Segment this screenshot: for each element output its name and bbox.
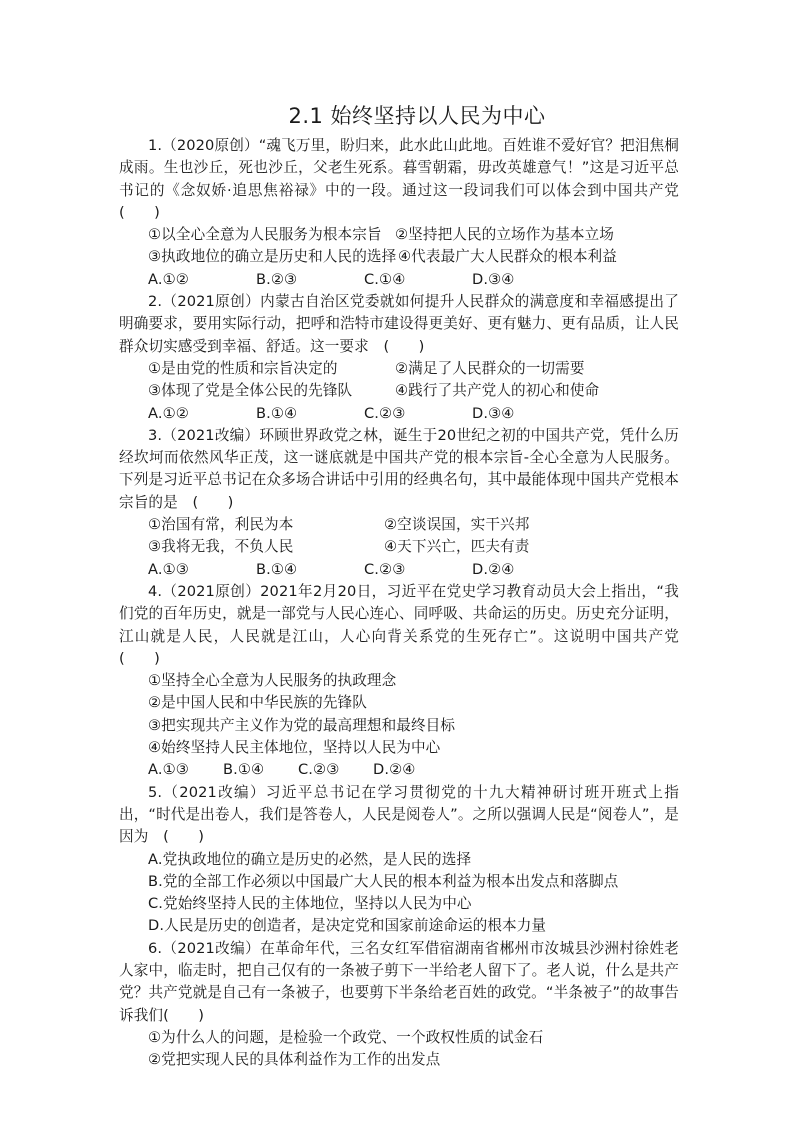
answer-row bbox=[119, 269, 679, 291]
option-row bbox=[119, 358, 679, 380]
option-line: ②党把实现人民的具体利益作为工作的出发点 bbox=[148, 1051, 441, 1069]
option-item: ②坚持把人民的立场作为基本立场 bbox=[395, 226, 614, 244]
question-6 bbox=[119, 938, 679, 1072]
answer-choice: B.①④ bbox=[256, 404, 298, 422]
option-row bbox=[119, 380, 679, 402]
answer-choice: A.①② bbox=[148, 270, 189, 288]
option-line: C.党始终坚持人民的主体地位，坚持以人民为中心 bbox=[148, 895, 472, 913]
page-title: 2.1 始终坚持以人民为中心 bbox=[288, 104, 546, 128]
answer-choice: D.②④ bbox=[472, 560, 515, 578]
answer-choice: B.①④ bbox=[223, 761, 265, 779]
question-stem: 5.（2021改编）习近平总书记在学习贯彻党的十九大精神研讨班开班式上指出，“时代是出卷人，我们是答卷人，人民是阅卷人”。之所以强调人民是“阅卷人”，是因为 ( ) bbox=[119, 783, 679, 846]
answer-choice: C.②③ bbox=[298, 761, 340, 779]
option-item: ④践行了共产党人的初心和使命 bbox=[395, 382, 600, 400]
answer-choice: A.①② bbox=[148, 404, 189, 422]
answer-choice: B.①④ bbox=[256, 560, 298, 578]
option-line: ②是中国人民和中华民族的先锋队 bbox=[148, 694, 367, 712]
question-2 bbox=[119, 291, 679, 425]
option-line: A.党执政地位的确立是历史的必然，是人民的选择 bbox=[148, 850, 472, 868]
option-item: ①以全心全意为人民服务为根本宗旨 bbox=[148, 226, 382, 244]
option-row bbox=[119, 246, 679, 268]
option-item: ④代表最广大人民群众的根本利益 bbox=[398, 248, 617, 266]
answer-choice: B.②③ bbox=[256, 270, 298, 288]
question-stem: 6.（2021改编）在革命年代，三名女红军借宿湖南省郴州市汝城县沙洲村徐姓老人家中，临走时，把自己仅有的一条被子剪下一半给老人留下了。老人说，什么是共产党？共产党就是自己有一条被子，也要剪下半条给老百姓的政党。“半条被子”的故事告诉我们( ) bbox=[119, 939, 679, 1024]
question-stem: 3.（2021改编）环顾世界政党之林，诞生于20世纪之初的中国共产党，凭什么历经坎坷而依然风华正茂，这一谜底就是中国共产党的根本宗旨-全心全意为人民服务。下列是习近平总书记在众多场合讲话中引用的经典名句，其中最能体现中国共产党根本宗旨的是 ( ) bbox=[119, 426, 679, 511]
answer-choice: C.①④ bbox=[364, 270, 406, 288]
option-row bbox=[119, 224, 679, 246]
question-1 bbox=[119, 135, 694, 291]
option-item: ②满足了人民群众的一切需要 bbox=[395, 359, 585, 377]
answer-choice: C.②③ bbox=[364, 560, 406, 578]
option-line: ①坚持全心全意为人民服务的执政理念 bbox=[148, 672, 397, 690]
question-stem: 4.（2021原创）2021年2月20日，习近平在党史学习教育动员大会上指出，“我们党的百年历史，就是一部党与人民心连心、同呼吸、共命运的历史。历史充分证明，江山就是人民，人民就是江山，人心向背关系党的生死存亡”。这说明中国共产党 ( ) bbox=[119, 582, 694, 667]
option-line: ③把实现共产主义作为党的最高理想和最终目标 bbox=[148, 716, 456, 734]
question-list bbox=[119, 135, 694, 1071]
question-stem: 2.（2021原创）内蒙古自治区党委就如何提升人民群众的满意度和幸福感提出了明确要求，要用实际行动，把呼和浩特市建设得更美好、更有魅力、更有品质，让人民群众切实感受到幸福、舒适。这一要求 ( ) bbox=[119, 293, 679, 355]
answer-row bbox=[119, 559, 679, 581]
answer-choice: C.②③ bbox=[364, 404, 406, 422]
answer-row bbox=[119, 403, 679, 425]
option-line: ④始终坚持人民主体地位，坚持以人民为中心 bbox=[148, 739, 441, 757]
option-row bbox=[119, 514, 679, 536]
option-line: ①为什么人的问题，是检验一个政党、一个政权性质的试金石 bbox=[148, 1028, 544, 1046]
question-4 bbox=[119, 581, 694, 782]
answer-choice: D.②④ bbox=[373, 761, 416, 779]
option-item: ②空谈误国，实干兴邦 bbox=[384, 516, 530, 534]
question-5 bbox=[119, 782, 679, 938]
option-row bbox=[119, 536, 679, 558]
answer-choice: A.①③ bbox=[148, 560, 189, 578]
answer-choice: D.③④ bbox=[472, 404, 515, 422]
option-item: ③体现了党是全体公民的先锋队 bbox=[148, 382, 353, 400]
option-item: ④天下兴亡，匹夫有责 bbox=[384, 538, 530, 556]
answer-choice: A.①③ bbox=[148, 761, 189, 779]
question-3 bbox=[119, 425, 679, 581]
option-line: B.党的全部工作必须以中国最广大人民的根本利益为根本出发点和落脚点 bbox=[148, 872, 619, 890]
option-item: ③执政地位的确立是历史和人民的选择 bbox=[148, 248, 397, 266]
option-item: ①治国有常，利民为本 bbox=[148, 516, 294, 534]
answer-row bbox=[119, 759, 679, 781]
question-stem: 1.（2020原创）“魂飞万里，盼归来，此水此山此地。百姓谁不爱好官？把泪焦桐成雨。生也沙丘，死也沙丘，父老生死系。暮雪朝霜，毋改英雄意气！”这是习近平总书记的《念奴娇·追思焦裕禄》中的一段。通过这一段词我们可以体会到中国共产党 ( ) bbox=[119, 137, 694, 221]
option-line: D.人民是历史的创造者，是决定党和国家前途命运的根本力量 bbox=[148, 917, 547, 935]
option-item: ③我将无我，不负人民 bbox=[148, 538, 294, 556]
option-item: ①是由党的性质和宗旨决定的 bbox=[148, 359, 338, 377]
answer-choice: D.③④ bbox=[472, 270, 515, 288]
